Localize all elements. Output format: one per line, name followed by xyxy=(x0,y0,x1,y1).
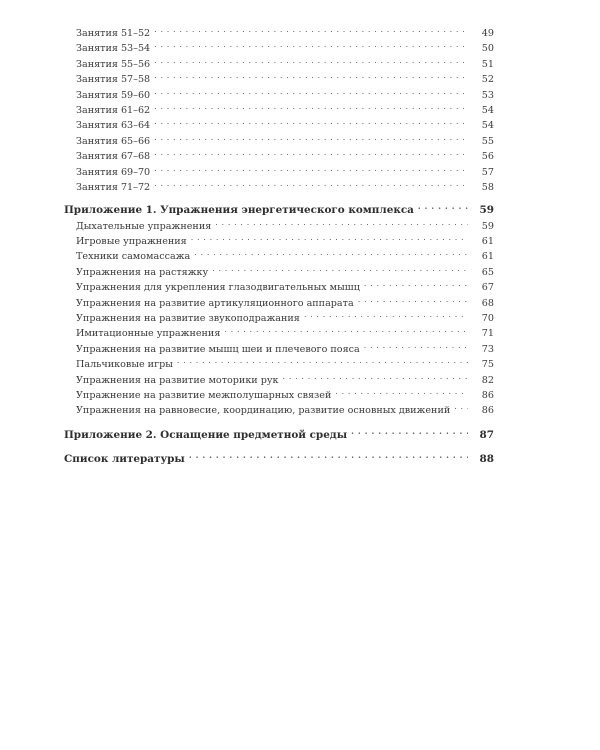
toc-entry-page: 55 xyxy=(481,135,494,147)
toc-entry[interactable] xyxy=(64,357,494,372)
toc-entry[interactable] xyxy=(64,219,494,234)
dot-leader xyxy=(154,88,468,98)
toc-entry-label: Занятия 65–66 xyxy=(76,135,151,147)
toc-entry-label: Упражнение на развитие межполушарных связей xyxy=(76,389,332,401)
toc-entry-label: Упражнения на развитие артикуляционного аппарата xyxy=(76,297,354,309)
dot-leader xyxy=(364,280,468,290)
toc-entry-label: Занятия 69–70 xyxy=(76,166,151,178)
dot-leader xyxy=(358,296,468,306)
toc-entry[interactable] xyxy=(64,342,494,357)
toc-heading-appendix-1[interactable] xyxy=(64,203,494,218)
toc-entry[interactable] xyxy=(64,88,494,103)
toc-entry[interactable] xyxy=(64,165,494,180)
toc-entry-label: Пальчиковые игры xyxy=(76,359,173,371)
toc-entry-page: 54 xyxy=(481,120,494,132)
toc-entry[interactable] xyxy=(64,149,494,164)
dot-leader xyxy=(154,41,468,51)
toc-entry-label: Упражнения на растяжку xyxy=(76,266,209,278)
dot-leader xyxy=(212,265,468,275)
toc-entry-page: 56 xyxy=(481,151,494,163)
toc-entry-page: 61 xyxy=(481,236,494,248)
toc-entry-label: Упражнения на развитие звукоподражания xyxy=(76,313,300,325)
toc-heading-page: 59 xyxy=(479,204,494,217)
toc-entry[interactable] xyxy=(64,180,494,195)
dot-leader xyxy=(154,149,468,159)
dot-leader xyxy=(283,373,468,383)
table-of-contents xyxy=(64,26,494,468)
toc-entry-label: Техники самомассажа xyxy=(76,251,191,263)
dot-leader xyxy=(154,26,468,36)
toc-entry-page: 71 xyxy=(481,328,494,340)
dot-leader xyxy=(154,165,468,175)
toc-heading-page: 88 xyxy=(479,453,494,466)
toc-entry-label: Занятия 53–54 xyxy=(76,43,151,55)
dot-leader xyxy=(194,249,468,259)
dot-leader xyxy=(154,180,468,190)
toc-entry-label: Имитационные упражнения xyxy=(76,328,221,340)
toc-entry-label: Дыхательные упражнения xyxy=(76,220,212,232)
dot-leader xyxy=(351,428,468,438)
toc-entry-page: 57 xyxy=(481,166,494,178)
toc-entry-label: Занятия 63–64 xyxy=(76,120,151,132)
dot-leader xyxy=(154,118,468,128)
toc-entry-page: 51 xyxy=(481,58,494,70)
toc-entry-page: 70 xyxy=(481,313,494,325)
toc-entry[interactable] xyxy=(64,403,494,418)
toc-entry[interactable] xyxy=(64,311,494,326)
dot-leader xyxy=(189,452,468,462)
dot-leader xyxy=(418,203,468,213)
toc-entry[interactable] xyxy=(64,249,494,264)
toc-entry[interactable] xyxy=(64,103,494,118)
toc-entry[interactable] xyxy=(64,296,494,311)
dot-leader xyxy=(335,388,468,398)
dot-leader xyxy=(191,234,468,244)
toc-heading-page: 87 xyxy=(479,428,494,441)
toc-entry-page: 52 xyxy=(481,74,494,86)
toc-entry-label: Занятия 57–58 xyxy=(76,74,151,86)
toc-entry[interactable] xyxy=(64,388,494,403)
toc-entry[interactable] xyxy=(64,265,494,280)
toc-entry-page: 59 xyxy=(481,220,494,232)
toc-entry[interactable] xyxy=(64,26,494,41)
dot-leader xyxy=(215,219,468,229)
toc-entry-page: 86 xyxy=(481,389,494,401)
toc-entry-label: Занятия 51–52 xyxy=(76,28,151,39)
toc-entry[interactable] xyxy=(64,118,494,133)
toc-heading-label: Приложение 1. Упражнения энергетического комплекса xyxy=(64,204,414,217)
toc-entry[interactable] xyxy=(64,326,494,341)
dot-leader xyxy=(154,134,468,144)
toc-entry-label: Занятия 67–68 xyxy=(76,151,151,163)
toc-entry[interactable] xyxy=(64,234,494,249)
toc-heading-appendix-2[interactable] xyxy=(64,428,494,443)
toc-entry-label: Занятия 71–72 xyxy=(76,181,151,193)
toc-entry-label: Упражнения на развитие мышц шеи и плечевого пояса xyxy=(76,343,360,355)
toc-entry-label: Занятия 61–62 xyxy=(76,104,151,116)
toc-heading-label: Список литературы xyxy=(64,453,185,466)
dot-leader xyxy=(224,326,468,336)
toc-entry-page: 68 xyxy=(481,297,494,309)
toc-entry-page: 67 xyxy=(481,282,494,294)
dot-leader xyxy=(177,357,468,367)
toc-entry[interactable] xyxy=(64,72,494,87)
toc-heading-references[interactable] xyxy=(64,452,494,467)
toc-entry-label: Упражнения для укрепления глазодвигательных мышц xyxy=(76,282,360,294)
toc-entry[interactable] xyxy=(64,373,494,388)
toc-entry-page: 53 xyxy=(481,89,494,101)
toc-entry-page: 82 xyxy=(481,374,494,386)
toc-entry-label: Упражнения на развитие моторики рук xyxy=(76,374,279,386)
toc-entry-label: Игровые упражнения xyxy=(76,236,187,248)
dot-leader xyxy=(454,403,468,413)
toc-entry-page: 65 xyxy=(481,266,494,278)
toc-entry-page: 61 xyxy=(481,251,494,263)
toc-heading-label: Приложение 2. Оснащение предметной среды xyxy=(64,428,348,441)
toc-entry[interactable] xyxy=(64,134,494,149)
toc-entry-page: 50 xyxy=(481,43,494,55)
toc-entry[interactable] xyxy=(64,41,494,56)
dot-leader xyxy=(154,57,468,67)
toc-entry-label: Упражнения на равновесие, координацию, развитие основных движений xyxy=(76,405,451,417)
toc-entry-label: Занятия 59–60 xyxy=(76,89,151,101)
toc-entry-page: 54 xyxy=(481,104,494,116)
dot-leader xyxy=(364,342,468,352)
toc-entry-page: 86 xyxy=(481,405,494,417)
toc-entry[interactable] xyxy=(64,280,494,295)
dot-leader xyxy=(304,311,468,321)
toc-entry-page: 73 xyxy=(481,343,494,355)
dot-leader xyxy=(154,72,468,82)
toc-entry-page: 75 xyxy=(481,359,494,371)
dot-leader xyxy=(154,103,468,113)
toc-entry-page: 58 xyxy=(481,181,494,193)
toc-entry-page: 49 xyxy=(481,28,494,39)
toc-entry-label: Занятия 55–56 xyxy=(76,58,151,70)
toc-entry[interactable] xyxy=(64,57,494,72)
